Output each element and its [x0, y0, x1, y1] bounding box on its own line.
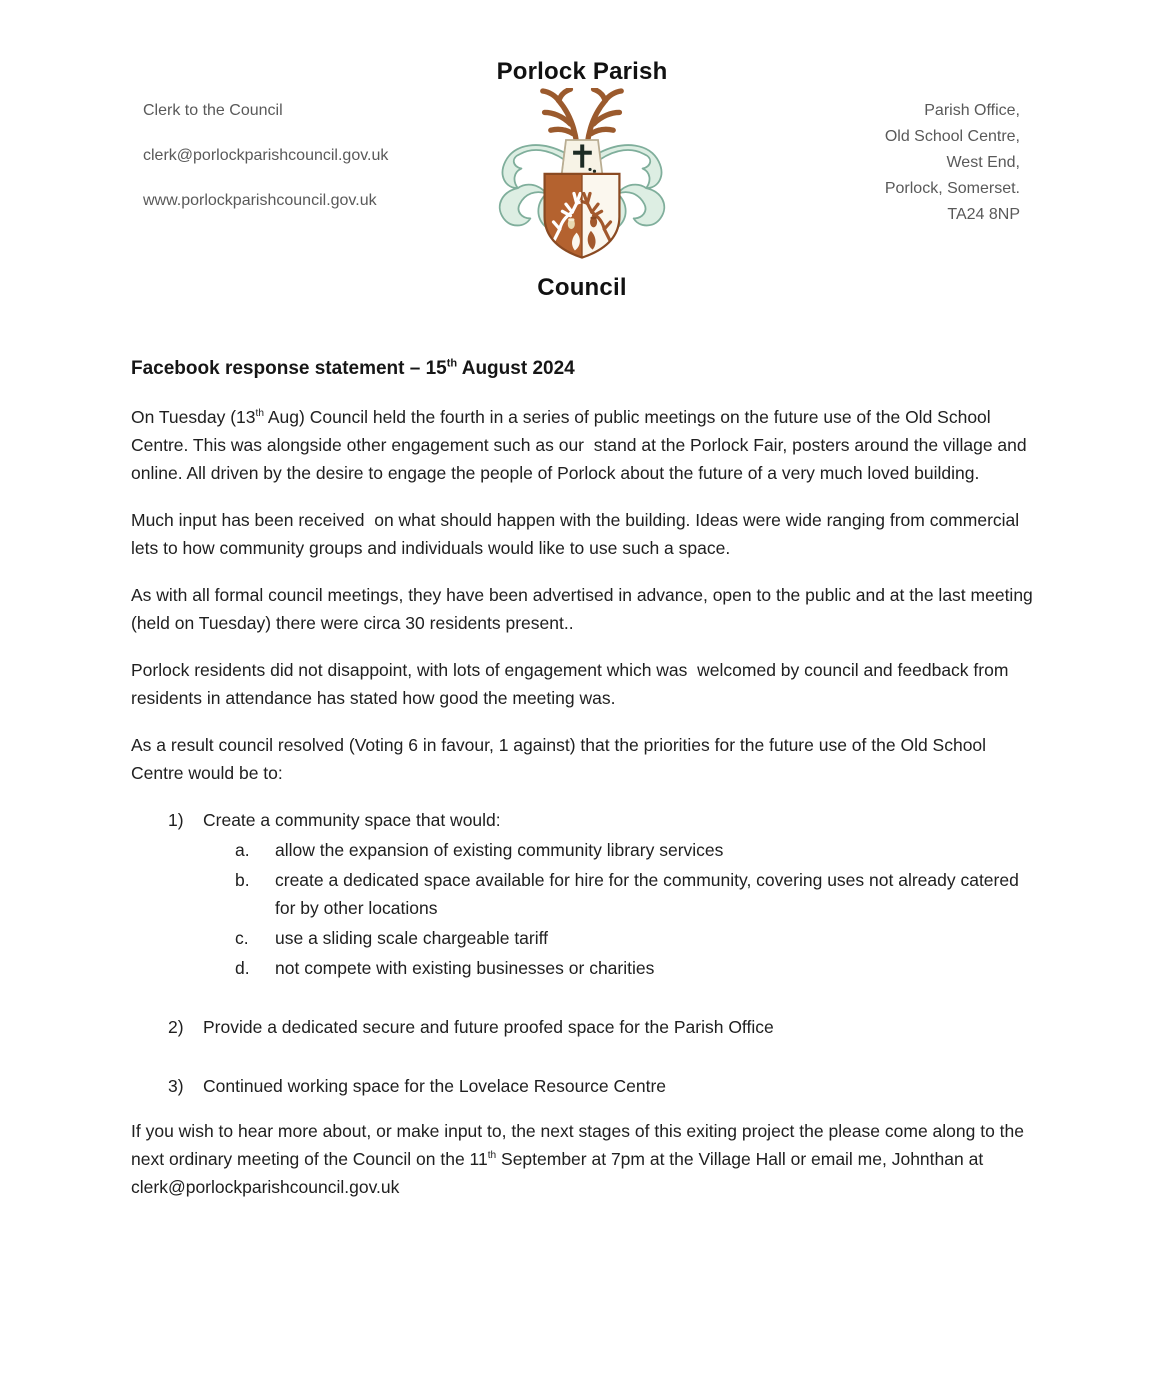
- list-item-1: [131, 806, 1033, 834]
- list-marker: 2): [168, 1017, 184, 1037]
- stag-antlers-icon: [543, 89, 621, 143]
- list-marker: a.: [235, 840, 250, 860]
- address-line: Porlock, Somerset.: [884, 180, 1020, 197]
- list-item-text: Create a community space that would:: [203, 810, 501, 830]
- statement-heading: [131, 356, 1033, 382]
- date-ordinal: th: [255, 408, 264, 420]
- list-item-text: Continued working space for the Lovelace Resource Centre: [203, 1076, 667, 1096]
- paragraph-4: Porlock residents did not disappoint, with lots of engagement which was welcomed by council and feedback from residents in attendance has stated how good the meeting was.: [131, 660, 1014, 708]
- list-item-text: use a sliding scale chargeable tariff: [275, 928, 549, 948]
- paragraph-text: September at 7pm at the Village Hall or email me, Johnthan at clerk@porlockparishcouncil.gov.uk: [131, 1149, 989, 1197]
- address-line: Old School Centre,: [884, 128, 1020, 145]
- paragraph-2: Much input has been received on what should happen with the building. Ideas were wide ranging from commercial lets to how community groups and individuals would like to use such a space.: [131, 510, 1025, 558]
- heading-text: August 2024: [457, 358, 575, 379]
- list-subitem-c: [131, 924, 1033, 952]
- org-title-top: Porlock Parish: [496, 58, 668, 85]
- council-crest-icon: [484, 88, 680, 274]
- date-ordinal: th: [487, 1150, 497, 1162]
- paragraph-1: [131, 403, 1033, 487]
- list-item-text: create a dedicated space available for hire for the community, covering uses not already catered for by other locations: [275, 870, 1024, 918]
- list-marker: c.: [235, 928, 249, 948]
- org-title-bottom: Council: [537, 274, 627, 301]
- helm-cross-icon: [562, 140, 603, 176]
- list-item-text: not compete with existing businesses or charities: [275, 958, 655, 978]
- list-subitem-d: [131, 954, 1033, 982]
- paragraph-text: Aug) Council held the fourth in a series of public meetings on the future use of the Old School Centre. This was alongside other engagement such as our stand at the Porlock Fair, posters around the village and online. All driven by the desire to engage the people of Porlock about the future of a very much loved building.: [131, 407, 1032, 483]
- closing-paragraph: [131, 1117, 1033, 1201]
- address-line: Parish Office,: [924, 102, 1020, 119]
- paragraph-3: As with all formal council meetings, they have been advertised in advance, open to the public and at the last meeting (held on Tuesday) there were circa 30 residents present..: [131, 585, 1038, 633]
- list-item-text: Provide a dedicated secure and future proofed space for the Parish Office: [203, 1017, 774, 1037]
- list-marker: 3): [168, 1076, 184, 1096]
- statement-body: [131, 356, 1038, 1220]
- paragraph-5: As a result council resolved (Voting 6 in favour, 1 against) that the priorities for the future use of the Old School Centre would be to:: [131, 735, 991, 783]
- list-marker: 1): [168, 810, 184, 830]
- org-title-block: [0, 58, 1164, 302]
- address-line: TA24 8NP: [947, 206, 1020, 223]
- address-line: West End,: [946, 154, 1020, 171]
- heraldic-shield-icon: [545, 174, 620, 263]
- contact-website: www.porlockparishcouncil.gov.uk: [143, 192, 377, 209]
- list-item-2: [131, 1013, 1033, 1041]
- list-subitem-b: [131, 866, 1033, 922]
- paragraph-text: If you wish to hear more about, or make input to, the next stages of this exiting project the please come along to the next ordinary meeting of the Council on the 11: [131, 1121, 1029, 1169]
- list-item-text: allow the expansion of existing community library services: [275, 840, 724, 860]
- contact-role: Clerk to the Council: [143, 102, 283, 119]
- heading-ordinal: th: [446, 357, 458, 370]
- paragraph-text: On Tuesday (13: [131, 407, 256, 427]
- list-item-3: [131, 1072, 1033, 1100]
- list-marker: d.: [235, 958, 250, 978]
- list-marker: b.: [235, 870, 250, 890]
- heading-text: Facebook response statement – 15: [131, 358, 447, 379]
- list-subitem-a: [131, 836, 1033, 864]
- contact-email: clerk@porlockparishcouncil.gov.uk: [143, 147, 389, 164]
